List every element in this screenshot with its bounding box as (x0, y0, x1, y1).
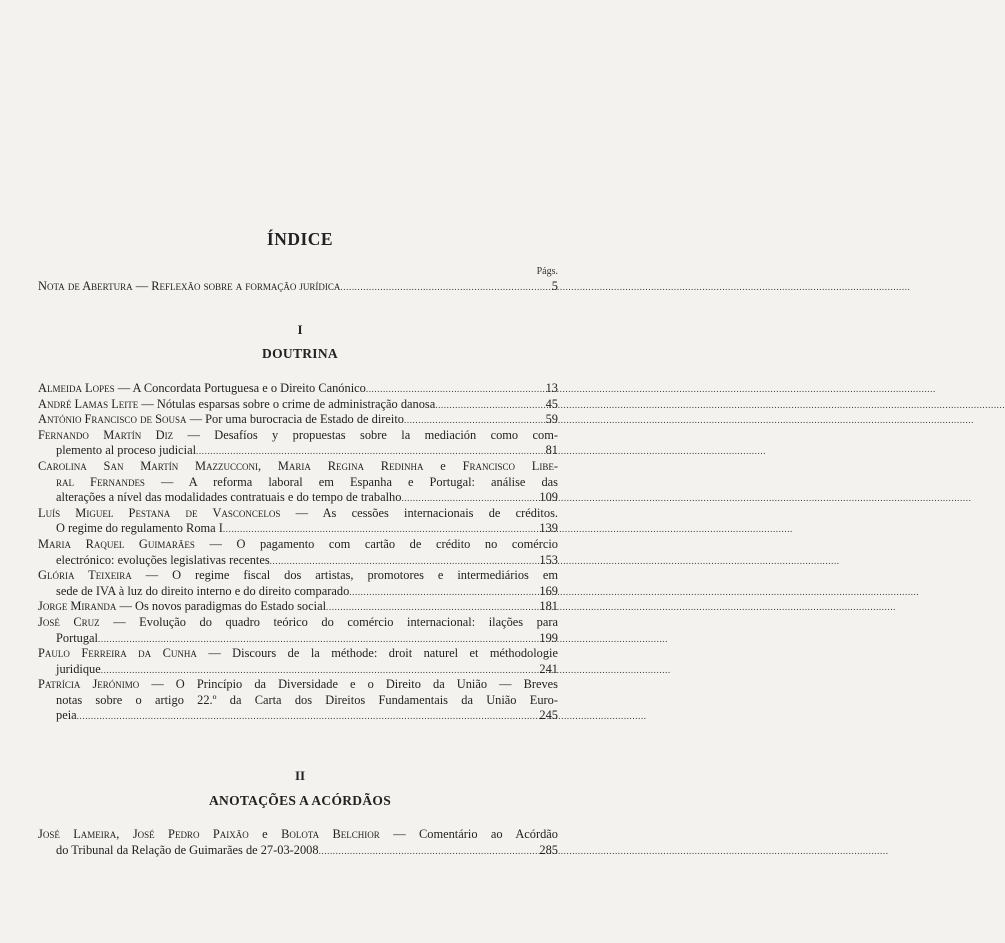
toc-entry-text (56, 708, 77, 724)
toc-entry-text (38, 646, 558, 662)
toc-line (38, 662, 558, 678)
toc-page-number: 153 (539, 552, 558, 567)
section-number: II (294, 768, 306, 783)
toc-line (38, 843, 558, 859)
toc-entry-text (56, 553, 270, 569)
toc-author: Glória Teixeira (38, 568, 132, 583)
toc-author: Carolina San Martín Mazzucconi, Maria Regina Redinha (38, 458, 424, 473)
toc-entry-text (38, 397, 435, 413)
toc-author: Nota de Abertura (38, 279, 133, 293)
toc-entry-opening (38, 279, 558, 295)
toc-line (38, 693, 558, 709)
leader-dots (366, 382, 516, 398)
leader-dots (196, 444, 516, 460)
toc-title: Portugal (56, 630, 98, 645)
toc-entry-text (56, 490, 401, 506)
toc-entry-text (56, 843, 319, 859)
toc-page-number: 5 (551, 279, 558, 293)
leader-dots (349, 585, 516, 601)
leader-dots (435, 398, 516, 414)
toc-line (38, 599, 558, 615)
toc-page-number: 285 (539, 842, 558, 857)
toc-title: — O pagamento com cartão de crédito no comércio (194, 536, 558, 551)
toc-title: — Nótulas esparsas sobre o crime de administração danosa (138, 396, 436, 411)
toc-line (38, 537, 558, 553)
toc-entry-text (38, 827, 558, 843)
toc-opening (38, 279, 558, 295)
pages-column-label: Págs. (536, 266, 558, 277)
toc-title: juridique (56, 661, 101, 676)
toc-author: José Lameira, José Pedro Paixão (38, 827, 249, 841)
toc-entry-text (38, 537, 558, 553)
toc-title: — Comentário ao Acórdão (379, 827, 559, 841)
toc-entry (38, 615, 558, 646)
toc-author: Bolota Belchior (281, 827, 380, 841)
leader-dots (270, 554, 516, 570)
toc-line (38, 279, 558, 295)
toc-entry-text (38, 615, 558, 631)
leader-dots (340, 280, 516, 296)
toc-author: Patrícia Jerónimo (38, 677, 140, 692)
toc-line (38, 490, 558, 506)
toc-entry-text (38, 279, 340, 295)
toc-line (38, 631, 558, 647)
toc-title: — O regime fiscal dos artistas, promotores e intermediários em (131, 568, 558, 583)
toc-line (38, 475, 558, 491)
toc-entry-text (38, 599, 326, 615)
toc-title: alterações a nível das modalidades contratuais e do tempo de trabalho (56, 490, 402, 505)
toc-entry-text (56, 631, 98, 647)
section-title: DOUTRINA (262, 346, 338, 361)
toc-entry (38, 599, 558, 615)
toc-entry-text (56, 443, 196, 459)
toc-line (38, 443, 558, 459)
toc-title: electrónico: evoluções legislativas recentes (56, 552, 270, 567)
toc-entry-text (56, 693, 558, 709)
leader-dots (319, 844, 516, 860)
toc-author: António Francisco de Sousa (38, 412, 187, 427)
toc-page-number: 241 (539, 661, 558, 676)
leader-dots (326, 600, 516, 616)
toc-entry-text (38, 412, 404, 428)
toc-entry-text (56, 475, 558, 491)
toc-line (38, 646, 558, 662)
toc-author: José Cruz (38, 614, 100, 629)
toc-title: do Tribunal da Relação de Guimarães de 27-03-2008 (56, 842, 319, 857)
toc-entry-text (56, 662, 101, 678)
toc-page-number: 181 (539, 599, 558, 614)
page-title: ÍNDICE (266, 229, 334, 249)
toc-entry (38, 428, 558, 459)
toc-line (38, 521, 558, 537)
toc-entry (38, 506, 558, 537)
toc-entry (38, 827, 558, 858)
toc-title: — As cessões internacionais de créditos. (280, 505, 558, 520)
toc-author: Luís Miguel Pestana de Vasconcelos (38, 505, 281, 520)
toc-title: — Evolução do quadro teórico do comércio internacional: ilações para (99, 614, 558, 629)
toc-line (38, 677, 558, 693)
toc-line (38, 381, 558, 397)
toc-title: — Discours de la méthode: droit naturel et méthodologie (196, 646, 558, 661)
toc-page-number: 45 (545, 396, 558, 411)
toc-entry-text (38, 568, 558, 584)
toc-page-number: 169 (539, 583, 558, 598)
toc-title: — Os novos paradigmas do Estado social (116, 599, 327, 614)
toc-title: e (248, 827, 282, 841)
toc-title: notas sobre o artigo 22.º da Carta dos Direitos Fundamentais da União Euro- (56, 692, 558, 707)
toc-line (38, 827, 558, 843)
toc-title: — Por uma burocracia de Estado de direito (186, 412, 404, 427)
toc-entry-text (38, 677, 558, 693)
toc-line (38, 584, 558, 600)
toc-entry (38, 677, 558, 724)
leader-dots (223, 522, 516, 538)
toc-page-number: 139 (539, 521, 558, 536)
toc-line (38, 428, 558, 444)
leader-dots (404, 413, 516, 429)
toc-separator: — (132, 279, 152, 293)
toc-line (38, 553, 558, 569)
toc-section-doutrina (38, 381, 558, 724)
toc-page-number: 245 (539, 708, 558, 723)
toc-title: O regime do regulamento Roma I (56, 521, 223, 536)
toc-entry-text (38, 459, 558, 475)
toc-entry-text (56, 584, 349, 600)
toc-entry (38, 537, 558, 568)
toc-title: — Desafíos y propuestas sobre la mediación como com- (173, 427, 558, 442)
toc-title: — A reforma laboral em Espanha e Portugal: análise das (144, 474, 558, 489)
section-number: I (297, 322, 303, 337)
toc-section-anotacoes (38, 827, 558, 858)
toc-line (38, 708, 558, 724)
toc-title: — O Princípio da Diversidade e o Direito da União — Breves (139, 677, 558, 692)
toc-author: Fernando Martín Diz (38, 427, 174, 442)
toc-page-number: 199 (539, 630, 558, 645)
toc-entry (38, 459, 558, 506)
toc-line (38, 506, 558, 522)
toc-page-number: 13 (545, 381, 558, 395)
toc-author: Almeida Lopes (38, 381, 115, 395)
toc-line (38, 615, 558, 631)
leader-dots (401, 491, 516, 507)
toc-page-number: 59 (545, 412, 558, 427)
section-title: ANOTAÇÕES A ACÓRDÃOS (208, 793, 392, 808)
toc-entry (38, 397, 558, 413)
toc-line (38, 412, 558, 428)
toc-author: Paulo Ferreira da Cunha (38, 646, 197, 661)
toc-author: ral Fernandes (56, 474, 145, 489)
toc-entry (38, 412, 558, 428)
toc-title: e (423, 458, 463, 473)
toc-entry (38, 646, 558, 677)
toc-entry-text (56, 521, 223, 537)
toc-author: André Lamas Leite (38, 396, 139, 411)
toc-entry-text (38, 428, 558, 444)
toc-line (38, 397, 558, 413)
toc-title: Reflexão sobre a formação jurídica (151, 279, 341, 293)
toc-title: peia (56, 708, 77, 723)
leader-dots (101, 663, 516, 679)
toc-page-number: 109 (539, 490, 558, 505)
toc-page-number: 81 (545, 443, 558, 458)
toc-entry (38, 381, 558, 397)
toc-entry-text (38, 381, 366, 397)
toc-title: plemento al proceso judicial (56, 443, 197, 458)
toc-entry (38, 568, 558, 599)
toc-author: Maria Raquel Guimarães (38, 536, 195, 551)
toc-line (38, 459, 558, 475)
leader-dots (98, 632, 516, 648)
toc-author: Francisco Libe- (462, 458, 558, 473)
toc-entry-text (38, 506, 558, 522)
toc-author: Jorge Miranda (38, 599, 117, 614)
toc-title: — A Concordata Portuguesa e o Direito Canónico (114, 381, 366, 395)
toc-line (38, 568, 558, 584)
toc-title: sede de IVA à luz do direito interno e do direito comparado (56, 583, 350, 598)
leader-dots (77, 709, 516, 725)
